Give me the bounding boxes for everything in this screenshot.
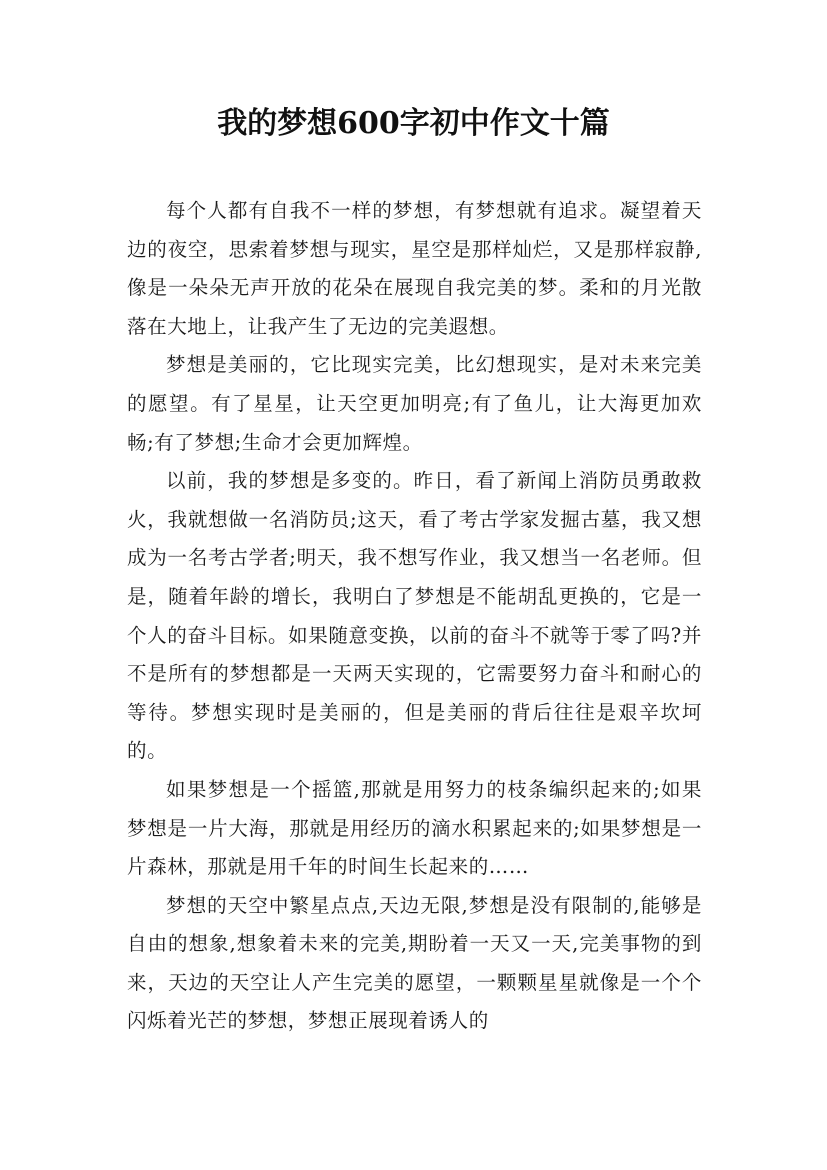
paragraph-2: 梦想是美丽的，它比现实完美，比幻想现实，是对未来完美的愿望。有了星星，让天空更加明亮;有了鱼儿，让大海更加欢畅;有了梦想;生命才会更加辉煌。 xyxy=(127,353,702,454)
article-body xyxy=(127,192,702,1041)
paragraph-3: 以前，我的梦想是多变的。昨日，看了新闻上消防员勇敢救火，我就想做一名消防员;这天，看了考古学家发掘古墓，我又想成为一名考古学者;明天，我不想写作业，我又想当一名老师。但是，随着年龄的增长，我明白了梦想是不能胡乱更换的，它是一个人的奋斗目标。如果随意变换，以前的奋斗不就等于零了吗?并不是所有的梦想都是一天两天实现的，它需要努力奋斗和耐心的等待。梦想实现时是美丽的，但是美丽的背后往往是艰辛坎坷的。 xyxy=(127,469,702,763)
paragraph-5: 梦想的天空中繁星点点,天边无限,梦想是没有限制的,能够是自由的想象,想象着未来的完美,期盼着一天又一天,完美事物的到来，天边的天空让人产生完美的愿望，一颗颗星星就像是一个个闪烁着光芒的梦想，梦想正展现着诱人的 xyxy=(127,893,702,1033)
paragraph-4: 如果梦想是一个摇篮,那就是用努力的枝条编织起来的;如果梦想是一片大海，那就是用经历的滴水积累起来的;如果梦想是一片森林，那就是用千年的时间生长起来的…… xyxy=(127,777,702,879)
paragraph-1: 每个人都有自我不一样的梦想，有梦想就有追求。凝望着天边的夜空，思索着梦想与现实，星空是那样灿烂，又是那样寂静,像是一朵朵无声开放的花朵在展现自我完美的梦。柔和的月光散落在大地上，让我产生了无边的完美遐想。 xyxy=(127,199,702,338)
page-title: 我的梦想600字初中作文十篇 xyxy=(217,106,610,141)
